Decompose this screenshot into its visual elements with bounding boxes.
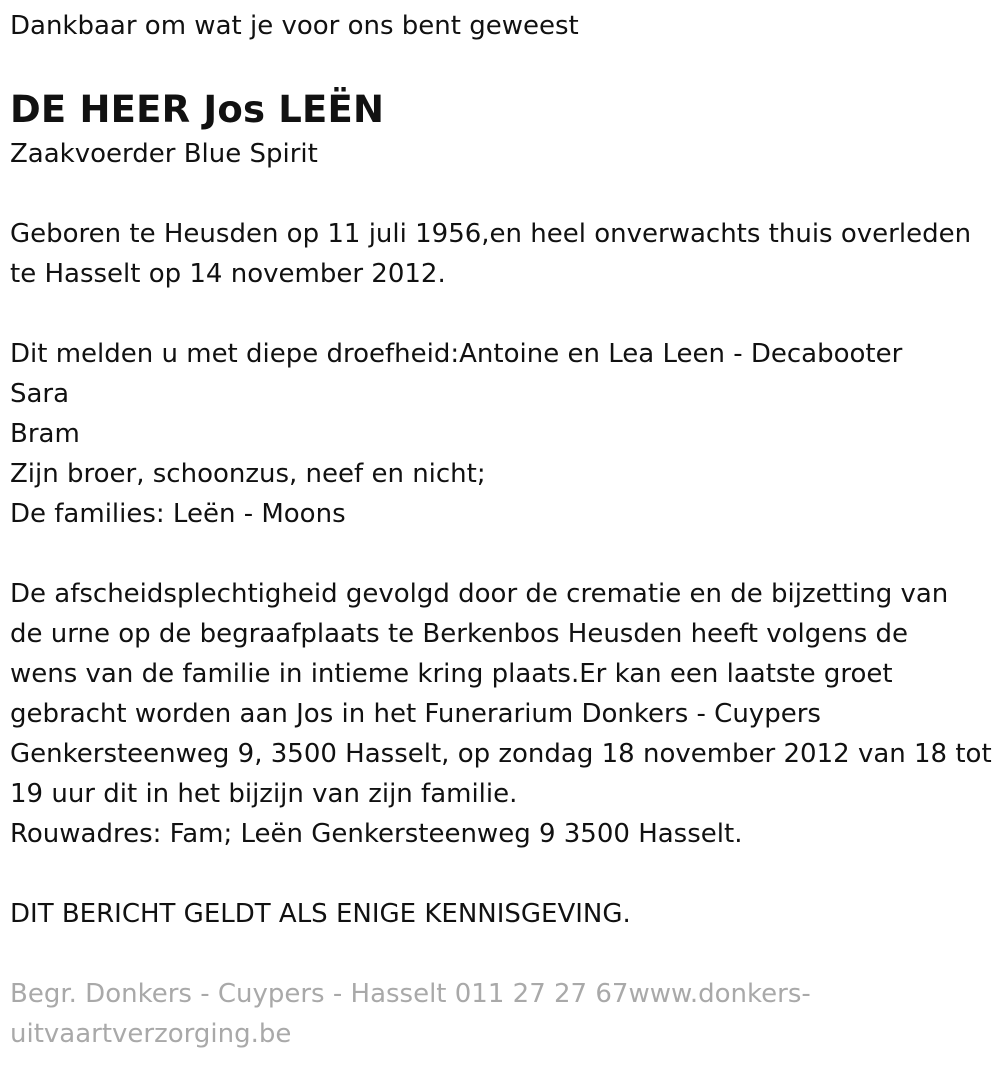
ceremony-line: wens van de familie in intieme kring plaats.Er kan een laatste groet [10,659,893,689]
footer-line: uitvaartverzorging.be [10,1019,292,1049]
ceremony-line: 19 uur dit in het bijzijn van zijn familie. [10,779,518,809]
mourners-paragraph [10,334,990,534]
mourner-line: De families: Leën - Moons [10,499,346,529]
mourner-line: Dit melden u met diepe droefheid:Antoine en Lea Leen - Decabooter [10,339,903,369]
footer-line: Begr. Donkers - Cuypers - Hasselt 011 27 27 67www.donkers- [10,979,811,1009]
birth-line: Geboren te Heusden op 11 juli 1956,en heel onverwachts thuis overleden [10,219,972,249]
birth-line: te Hasselt op 14 november 2012. [10,259,446,289]
ceremony-line: De afscheidsplechtigheid gevolgd door de crematie en de bijzetting van [10,579,949,609]
mourner-line: Sara [10,379,70,409]
ceremony-line: Rouwadres: Fam; Leën Genkersteenweg 9 3500 Hasselt. [10,819,743,849]
ceremony-line: gebracht worden aan Jos in het Funerarium Donkers - Cuypers [10,699,821,729]
notice-text: DIT BERICHT GELDT ALS ENIGE KENNISGEVING. [10,899,631,929]
ceremony-line: Genkersteenweg 9, 3500 Hasselt, op zondag 18 november 2012 van 18 tot [10,739,992,769]
mourner-line: Zijn broer, schoonzus, neef en nicht; [10,459,486,489]
notice-paragraph [10,894,990,934]
mourner-line: Bram [10,419,80,449]
deceased-role: Zaakvoerder Blue Spirit [10,139,318,169]
birth-death-paragraph [10,214,990,294]
ceremony-line: de urne op de begraafplaats te Berkenbos Heusden heeft volgens de [10,619,909,649]
deceased-name: DE HEER Jos LEËN [10,88,385,131]
undertaker-footer [10,974,990,1054]
intro-text: Dankbaar om wat je voor ons bent geweest [10,11,579,41]
ceremony-paragraph [10,574,990,854]
